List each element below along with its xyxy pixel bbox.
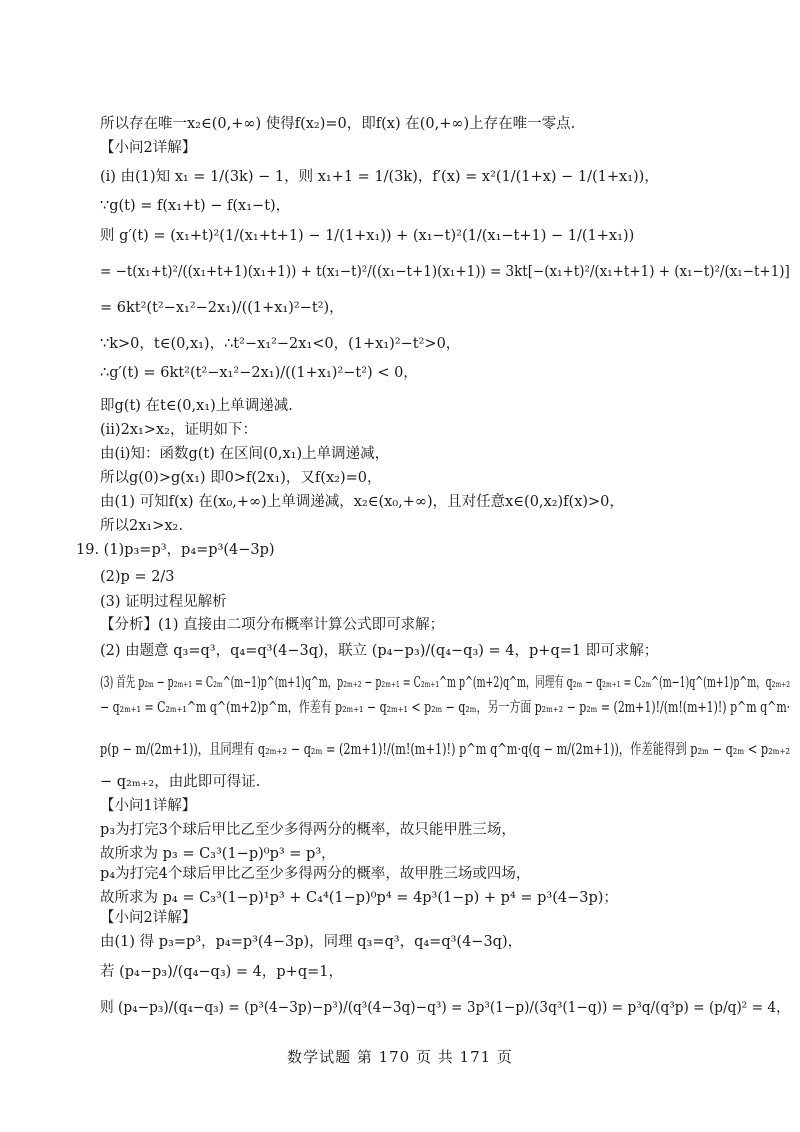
text-line: − q₂ₘ₊₁ = C₂ₘ₊₁^m q^(m+2)p^m，作差有 p₂ₘ₊₁ − q₂ₘ₊₁ < p₂ₘ − q₂ₘ，另一方面 p₂ₘ₊₂ − p₂ₘ = (2m+1)!/(m!(m+1)!) p^m q^m· <box>100 700 791 716</box>
text-line: 由(1) 得 p₃=p³，p₄=p³(4−3p)，同理 q₃=q³，q₄=q³(4−3q)， <box>100 934 523 950</box>
text-line: ∴g′(t) = 6kt²(t²−x₁²−2x₁)/((1+x₁)²−t²) < 0， <box>100 365 418 381</box>
text-line: p₃为打完3个球后甲比乙至少多得两分的概率，故只能甲胜三场， <box>100 822 516 838</box>
text-line: − q₂ₘ₊₂，由此即可得证. <box>100 774 261 790</box>
text-line: (ii)2x₁>x₂，证明如下： <box>100 422 257 438</box>
text-line: (i) 由(1)知 x₁ = 1/(3k) − 1，则 x₁+1 = 1/(3k)，f′(x) = x²(1/(1+x) − 1/(1+x₁))， <box>100 169 659 185</box>
text-line: 由(i)知：函数g(t) 在区间(0,x₁)上单调递减， <box>100 446 390 462</box>
text-line: 即g(t) 在t∈(0,x₁)上单调递减. <box>100 398 293 414</box>
page-footer: 数学试题 第 170 页 共 171 页 <box>287 1048 513 1066</box>
section-heading: 【小问2详解】 <box>100 910 197 926</box>
text-line: (3) 首先 p₂ₘ − p₂ₘ₊₁ = C₂ₘ^(m−1)p^(m+1)q^m，p₂ₘ₊₂ − p₂ₘ₊₁ = C₂ₘ₊₁^m p^(m+2)q^m，同理有 q₂ₘ − q₂ₘ₊₁ = C₂ₘ^(m−1)q^(m+1)p^m，q₂ₘ₊₂ <box>100 675 790 691</box>
text-line: = −t(x₁+t)²/((x₁+t+1)(x₁+1)) + t(x₁−t)²/((x₁−t+1)(x₁+1)) = 3kt[−(x₁+t)²/(x₁+t+1) + (x₁−t)²/(x₁−t+1)] <box>100 264 790 280</box>
section-heading: 【分析】(1) 直接由二项分布概率计算公式即可求解； <box>100 617 445 633</box>
text-line: (2) 由题意 q₃=q³，q₄=q³(4−3q)，联立 (p₄−p₃)/(q₄−q₃) = 4，p+q=1 即可求解； <box>100 643 659 659</box>
text-line: (3) 证明过程见解析 <box>100 594 227 610</box>
text-line: 故所求为 p₄ = C₃³(1−p)¹p³ + C₄⁴(1−p)⁰p⁴ = 4p³(1−p) + p⁴ = p³(4−3p)； <box>100 890 618 906</box>
text-line: 所以存在唯一x₂∈(0,+∞) 使得f(x₂)=0，即f(x) 在(0,+∞)上存在唯一零点. <box>100 116 576 132</box>
section-heading: 【小问1详解】 <box>100 798 197 814</box>
text-line: 则 (p₄−p₃)/(q₄−q₃) = (p³(4−3p)−p³)/(q³(4−3q)−q³) = 3p³(1−p)/(3q³(1−q)) = p³q/(q³p) = (p/q)² = 4， <box>100 1000 790 1016</box>
text-line: 若 (p₄−p₃)/(q₄−q₃) = 4，p+q=1， <box>100 964 343 980</box>
text-line: 由(1) 可知f(x) 在(x₀,+∞)上单调递减，x₂∈(x₀,+∞)，且对任意x∈(0,x₂)f(x)>0， <box>100 494 624 510</box>
question-number-line: 19. (1)p₃=p³，p₄=p³(4−3p) <box>76 542 275 558</box>
section-heading: 【小问2详解】 <box>100 140 197 156</box>
text-line: ∵g(t) = f(x₁+t) − f(x₁−t)， <box>100 198 291 214</box>
text-line: p(p − m/(2m+1))，且同理有 q₂ₘ₊₂ − q₂ₘ = (2m+1)!/(m!(m+1)!) p^m q^m·q(q − m/(2m+1))，作差能得到 p₂ₘ − q₂ₘ < p₂ₘ₊₂ <box>100 742 791 758</box>
text-line: (2)p = 2/3 <box>100 569 175 585</box>
text-line: ∵k>0，t∈(0,x₁)，∴t²−x₁²−2x₁<0，(1+x₁)²−t²>0， <box>100 336 461 352</box>
text-line: p₄为打完4个球后甲比乙至少多得两分的概率，故甲胜三场或四场， <box>100 866 531 882</box>
text-line: = 6kt²(t²−x₁²−2x₁)/((1+x₁)²−t²)， <box>100 300 344 316</box>
text-line: 所以2x₁>x₂. <box>100 518 183 534</box>
text-line: 故所求为 p₃ = C₃³(1−p)⁰p³ = p³， <box>100 846 336 862</box>
text-line: 所以g(0)>g(x₁) 即0>f(2x₁)，又f(x₂)=0， <box>100 470 382 486</box>
text-line: 则 g′(t) = (x₁+t)²(1/(x₁+t+1) − 1/(1+x₁)) + (x₁−t)²(1/(x₁−t+1) − 1/(1+x₁)) <box>100 228 635 244</box>
